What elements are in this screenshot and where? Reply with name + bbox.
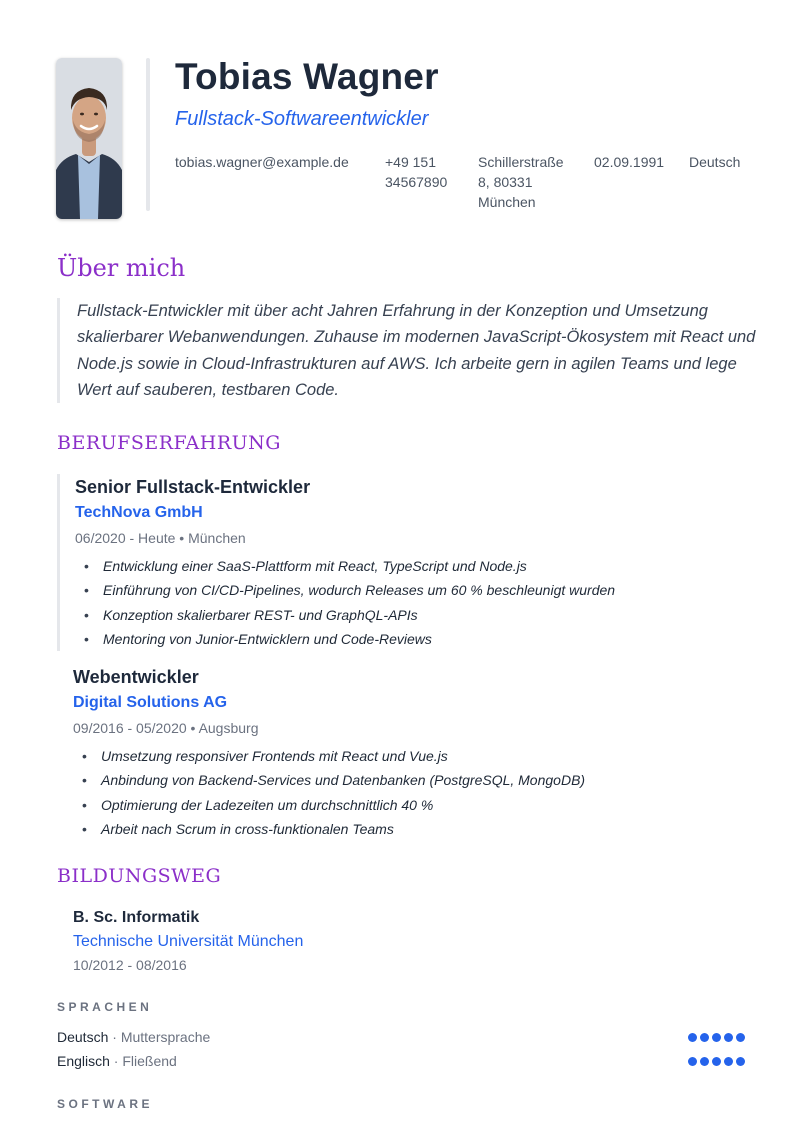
contact-address (478, 152, 564, 212)
education-dates: 10/2012 - 08/2016 (73, 957, 187, 973)
language-rating (688, 1057, 745, 1066)
contact-email: tobias.wagner@example.de (175, 154, 349, 170)
person-name: Tobias Wagner (175, 56, 439, 97)
job-title: Webentwickler (73, 667, 199, 687)
job-bullet: • Einführung von CI/CD-Pipelines, wodurch Releases um 60 % beschleunigt wurden (75, 578, 747, 602)
rating-dot (736, 1057, 745, 1066)
job-entry (57, 474, 747, 651)
about-text: Fullstack-Entwickler mit über acht Jahren Erfahrung in der Konzeption und Umsetzung skalierbarer Webanwendungen. Zuhause im modernen JavaScript-Ökosystem mit React und Node.js sowie in Cloud-Infrastrukturen auf AWS. Ich arbeite gern in agilen Teams und lege Wert auf sauberen, testbaren Code. (57, 298, 757, 403)
job-bullet: • Optimierung der Ladezeiten um durchschnittlich 40 % (73, 793, 763, 817)
education-entry (73, 906, 303, 976)
contact-phone-line: 34567890 (385, 174, 448, 190)
languages-heading: SPRACHEN (57, 1000, 153, 1014)
job-bullet: • Entwicklung einer SaaS-Plattform mit React, TypeScript und Node.js (75, 554, 747, 578)
header-divider (146, 58, 150, 211)
job-bullet: • Anbindung von Backend-Services und Datenbanken (PostgreSQL, MongoDB) (73, 768, 763, 792)
job-bullet: • Konzeption skalierbarer REST- und GraphQL-APIs (75, 603, 747, 627)
language-level: Fließend (122, 1053, 177, 1069)
contact-phone-line: +49 151 (385, 154, 436, 170)
about-heading: Über mich (57, 254, 186, 282)
rating-dot (712, 1033, 721, 1042)
language-rating (688, 1033, 745, 1042)
contact-address-line: Schillerstraße (478, 154, 564, 170)
contact-birthdate: 02.09.1991 (594, 154, 665, 170)
rating-dot (700, 1033, 709, 1042)
software-heading: SOFTWARE (57, 1097, 153, 1111)
contact-address-line: 8, 80331 (478, 174, 533, 190)
rating-dot (688, 1033, 697, 1042)
language-row (57, 1027, 745, 1047)
job-company: Digital Solutions AG (73, 694, 228, 711)
contact-address-line: München (478, 194, 536, 210)
job-meta: 06/2020 - Heute • München (75, 530, 246, 546)
language-level: Muttersprache (120, 1029, 211, 1045)
job-entry (73, 664, 763, 841)
profile-photo (56, 58, 122, 219)
rating-dot (688, 1057, 697, 1066)
job-bullets (73, 744, 763, 841)
language-label: Deutsch · Muttersprache (57, 1029, 211, 1045)
experience-heading: BERUFSERFAHRUNG (57, 432, 281, 454)
education-school: Technische Universität München (73, 933, 304, 950)
job-company: TechNova GmbH (75, 504, 203, 521)
rating-dot (700, 1057, 709, 1066)
job-bullet: • Arbeit nach Scrum in cross-funktionalen Teams (73, 817, 763, 841)
contact-nationality: Deutsch (689, 154, 741, 170)
job-bullets (75, 554, 747, 651)
job-title: Senior Fullstack-Entwickler (75, 477, 311, 497)
rating-dot (724, 1033, 733, 1042)
contact-phone (385, 152, 447, 192)
language-label: Englisch · Fließend (57, 1053, 177, 1069)
job-bullet: • Umsetzung responsiver Frontends mit React und Vue.js (73, 744, 763, 768)
job-role: Fullstack-Softwareentwickler (175, 108, 429, 130)
rating-dot (736, 1033, 745, 1042)
job-meta: 09/2016 - 05/2020 • Augsburg (73, 720, 259, 736)
language-name: Deutsch (57, 1029, 109, 1045)
language-row (57, 1051, 745, 1071)
education-heading: BILDUNGSWEG (57, 865, 222, 887)
job-bullet: • Mentoring von Junior-Entwicklern und Code-Reviews (75, 627, 747, 651)
language-name: Englisch (57, 1053, 110, 1069)
rating-dot (724, 1057, 733, 1066)
education-degree: B. Sc. Informatik (73, 909, 200, 926)
rating-dot (712, 1057, 721, 1066)
